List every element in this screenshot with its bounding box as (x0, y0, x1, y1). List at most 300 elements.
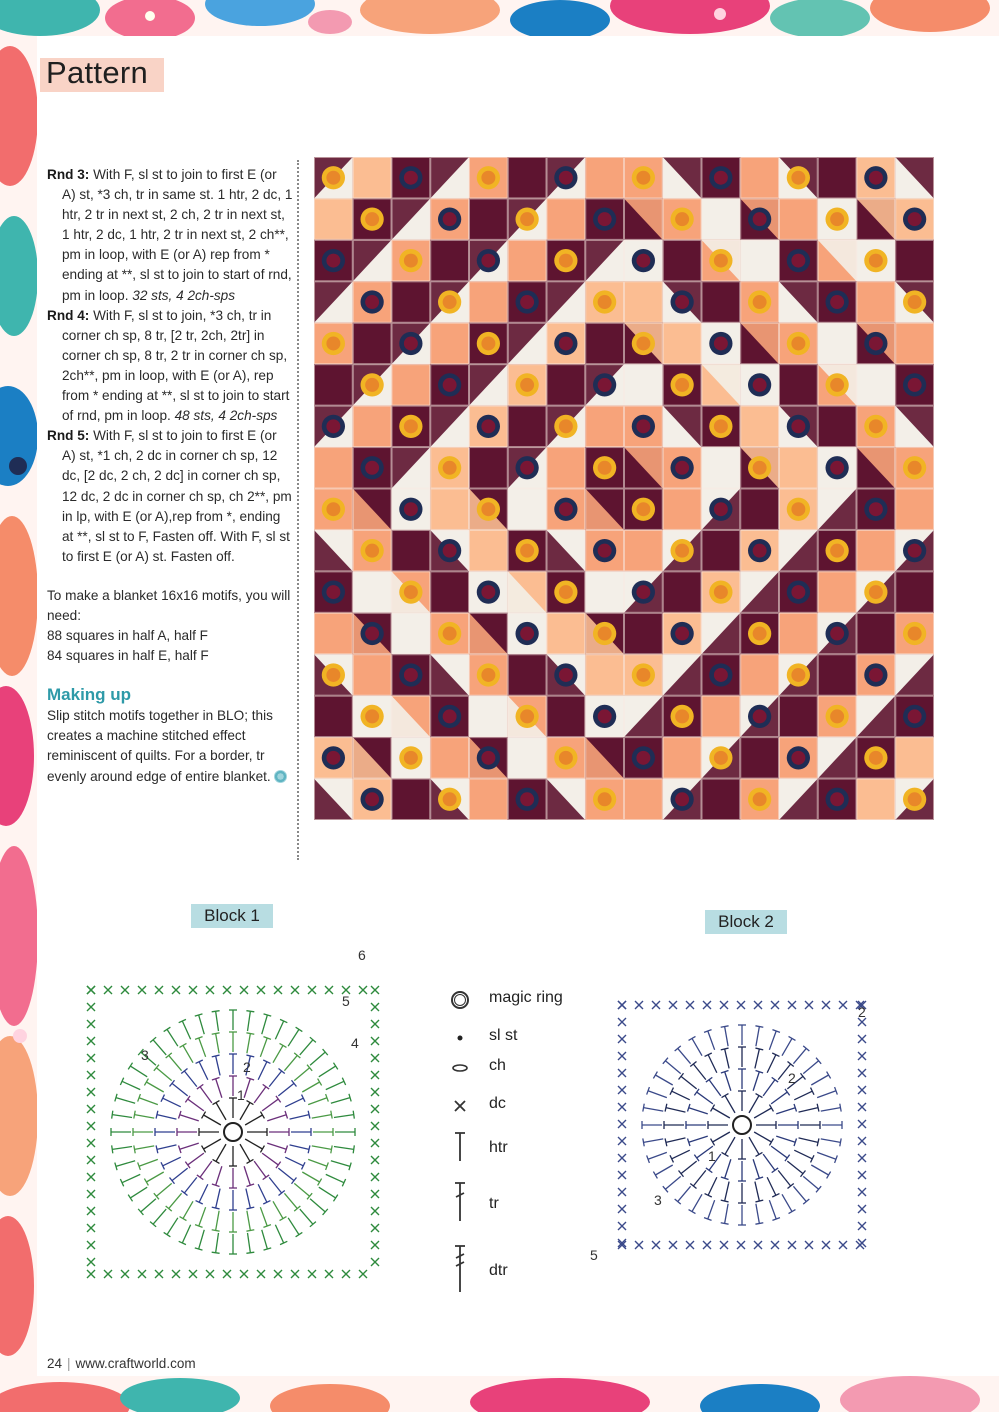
blanket-motif (740, 406, 779, 447)
stitch-symbol (267, 1111, 287, 1121)
stitch-symbol (694, 1089, 713, 1104)
stitch-symbol (246, 1233, 254, 1253)
blanket-motif (430, 779, 469, 820)
blanket-motif (392, 323, 431, 364)
round-number: 2 (788, 1070, 796, 1086)
stitch-symbol (258, 1184, 270, 1204)
blanket-motif (895, 530, 934, 571)
dc-symbol (669, 1241, 677, 1249)
blanket-motif (585, 240, 624, 281)
blanket-motif (430, 737, 469, 778)
stitch-symbol (170, 1168, 188, 1184)
blanket-motif (314, 696, 353, 737)
dc-symbol (618, 1188, 626, 1196)
dc-symbol (87, 1054, 95, 1062)
stitch-symbol (195, 1037, 206, 1057)
blanket-motif (624, 489, 663, 530)
blanket-motif (740, 571, 779, 612)
blanket-motif (508, 696, 547, 737)
dc-symbol (858, 1222, 866, 1230)
blanket-motif (857, 779, 896, 820)
blanket-motif (779, 571, 818, 612)
stitch-symbol (179, 1019, 191, 1039)
round-number: 4 (351, 1035, 359, 1051)
dc-symbol (618, 1205, 626, 1213)
blanket-motif (353, 281, 392, 322)
blanket-motif (895, 364, 934, 405)
stitch-symbol (776, 1136, 796, 1146)
blanket-motif (585, 157, 624, 198)
blanket-motif (547, 198, 586, 239)
blanket-motif (508, 613, 547, 654)
blanket-motif (508, 281, 547, 322)
blanket-motif (430, 323, 469, 364)
blanket-motif (702, 157, 741, 198)
stitch-symbol (284, 1193, 300, 1211)
blanket-motif (702, 447, 741, 488)
blanket-motif (392, 737, 431, 778)
stitch-symbol (212, 1211, 220, 1231)
dc-symbol (138, 1270, 146, 1278)
stitch-symbol (170, 1080, 188, 1096)
blanket-motif (469, 613, 508, 654)
blanket-motif (702, 281, 741, 322)
stitch-symbol (134, 1111, 154, 1119)
stitch-symbol (817, 1152, 837, 1163)
blanket-motif (663, 737, 702, 778)
blanket-motif (857, 737, 896, 778)
stitch-symbol (803, 1176, 821, 1192)
blanket-motif (624, 364, 663, 405)
sl-st-icon (448, 1023, 474, 1053)
stitch-symbol (181, 1069, 197, 1087)
dc-symbol (371, 1003, 379, 1011)
stitch-symbol (212, 1055, 220, 1075)
stitch-symbol (749, 1094, 762, 1113)
blanket-motif (857, 281, 896, 322)
blanket-motif (779, 613, 818, 654)
blanket-motif (818, 240, 857, 281)
stitch-symbol (738, 1139, 746, 1159)
blanket-motif (547, 654, 586, 695)
key-magic-ring (448, 985, 578, 1015)
blanket-motif (895, 696, 934, 737)
blanket-motif (624, 447, 663, 488)
blanket-motif (663, 364, 702, 405)
dc-symbol (87, 1156, 95, 1164)
dc-symbol (858, 1137, 866, 1145)
dc-symbol (189, 986, 197, 994)
blanket-motif (818, 779, 857, 820)
blanket-motif (663, 447, 702, 488)
stitch-symbol (642, 1121, 662, 1129)
dc-symbol (257, 986, 265, 994)
blanket-motif (353, 406, 392, 447)
stitch-symbol (229, 1146, 237, 1166)
dc-symbol (858, 1069, 866, 1077)
blanket-motif (547, 240, 586, 281)
stitch-symbol (670, 1088, 690, 1100)
stitch-symbol (202, 1112, 221, 1125)
stitch-symbol (679, 1161, 697, 1177)
stitch-symbol (688, 1136, 708, 1146)
stitch-symbol (180, 1201, 193, 1220)
blanket-motif (624, 696, 663, 737)
blanket-motif (314, 530, 353, 571)
blanket-motif (353, 323, 392, 364)
stitch-symbol (663, 1176, 681, 1192)
dc-symbol (858, 1035, 866, 1043)
blanket-motif (663, 281, 702, 322)
blanket-motif (702, 240, 741, 281)
blanket-motif (663, 654, 702, 695)
stitch-symbol (288, 1218, 302, 1237)
round-label: Rnd 4: (47, 307, 90, 323)
stitch-symbol (290, 1145, 310, 1153)
blanket-motif (740, 240, 779, 281)
stitch-symbol (179, 1111, 199, 1121)
blanket-motif (857, 489, 896, 530)
dc-symbol (87, 1105, 95, 1113)
dc-symbol (342, 1270, 350, 1278)
blanket-motif (857, 447, 896, 488)
ch-icon (448, 1053, 474, 1083)
stitch-symbol (240, 1144, 253, 1163)
stitch-symbol (212, 1078, 222, 1098)
stitch-symbol (721, 1048, 729, 1068)
blanket-motif (663, 696, 702, 737)
blanket-motif (430, 613, 469, 654)
dc-symbol (618, 1154, 626, 1162)
stitch-symbol (213, 1144, 226, 1163)
round-label: Rnd 5: (47, 428, 90, 444)
stitch-symbol (686, 1121, 706, 1129)
stitch-symbol (229, 1212, 237, 1232)
stitch-symbol (721, 1071, 731, 1091)
stitch-symbol (643, 1104, 663, 1112)
stitch-symbol (310, 1049, 328, 1065)
dc-symbol (618, 1069, 626, 1077)
dc-symbol (371, 1037, 379, 1045)
blanket-motif (392, 489, 431, 530)
stitch-symbol (229, 1054, 237, 1074)
blanket-motif (469, 157, 508, 198)
blanket-motif (469, 447, 508, 488)
blanket-motif (895, 489, 934, 530)
blanket-motif (392, 364, 431, 405)
magic-ring-icon (733, 1116, 751, 1134)
blanket-motif (818, 737, 857, 778)
dc-symbol (737, 1001, 745, 1009)
key-label: tr (489, 1195, 499, 1212)
stitch-symbol (278, 1080, 296, 1096)
stitch-symbol (269, 1069, 285, 1087)
blanket-motif (663, 613, 702, 654)
blanket-motif (508, 654, 547, 695)
stitch-symbol (180, 1043, 193, 1062)
key-label: htr (489, 1139, 508, 1156)
stitch-symbol (302, 1079, 321, 1092)
stitch-symbol (275, 1225, 287, 1245)
blanket-motif (547, 489, 586, 530)
stitch-symbol (156, 1145, 176, 1153)
dc-symbol (720, 1001, 728, 1009)
block-2-label: Block 2 (705, 910, 787, 934)
blanket-motif (740, 654, 779, 695)
blanket-motif (392, 281, 431, 322)
blanket-motif (702, 323, 741, 364)
blanket-motif (314, 654, 353, 695)
stitch-symbol (643, 1138, 663, 1146)
key-label: sl st (489, 1027, 518, 1044)
blanket-motif (392, 530, 431, 571)
dc-symbol (618, 1035, 626, 1043)
blanket-motif (624, 323, 663, 364)
blanket-motif (818, 447, 857, 488)
dc-symbol (635, 1001, 643, 1009)
blanket-motif (547, 447, 586, 488)
dc-symbol (652, 1001, 660, 1009)
blanket-motif (353, 613, 392, 654)
stitch-symbol (334, 1145, 354, 1153)
dc-symbol (858, 1086, 866, 1094)
stitch-symbol (721, 1182, 729, 1202)
round-number: 6 (358, 947, 366, 963)
dc-symbol (371, 1088, 379, 1096)
page-footer: 24 | www.craftworld.com (47, 1356, 196, 1371)
stitch-symbol (212, 1189, 220, 1209)
stitch-symbol (755, 1048, 763, 1068)
stitch-symbol (326, 1174, 346, 1186)
dc-symbol (858, 1205, 866, 1213)
stitch-symbol (763, 1077, 778, 1096)
stitch-symbol (664, 1121, 684, 1129)
dc-symbol (87, 1020, 95, 1028)
stitch-symbol (675, 1046, 691, 1064)
dc-symbol (686, 1241, 694, 1249)
floral-border-top (0, 0, 999, 36)
block-1-label: Block 1 (191, 904, 273, 928)
key-sl-st (448, 1023, 578, 1053)
yarn-ball-icon (274, 770, 287, 783)
stitch-symbol (240, 1101, 253, 1120)
blanket-motif (430, 571, 469, 612)
dc-symbol (371, 1258, 379, 1266)
stitch-symbol (155, 1128, 175, 1136)
blanket-motif (779, 323, 818, 364)
stitch-symbol (179, 1143, 199, 1153)
key-label: magic ring (489, 989, 563, 1006)
stitch-symbol (738, 1183, 746, 1203)
blanket-motif (740, 157, 779, 198)
stitch-symbol (273, 1201, 286, 1220)
blanket-motif (392, 157, 431, 198)
making-up-body: Slip stitch motifs together in BLO; this creates a machine stitched effect reminiscent of quilts. For a border, tr evenly around edge of entire blanket. (47, 708, 273, 784)
blanket-motif (508, 323, 547, 364)
blanket-motif (624, 240, 663, 281)
dc-symbol (703, 1241, 711, 1249)
round-label: Rnd 3: (47, 167, 90, 182)
blanket-motif (740, 530, 779, 571)
round-number: 1 (237, 1087, 245, 1103)
blanket-motif (624, 654, 663, 695)
key-dc (448, 1091, 578, 1121)
stitch-symbol (822, 1121, 842, 1129)
blanket-motif (314, 157, 353, 198)
key-label: dtr (489, 1262, 508, 1279)
dc-symbol (805, 1241, 813, 1249)
dc-symbol (325, 1270, 333, 1278)
tr-icon (448, 1191, 474, 1221)
dc-symbol (720, 1241, 728, 1249)
blanket-motif (818, 157, 857, 198)
blanket-motif (740, 198, 779, 239)
dc-symbol (359, 1270, 367, 1278)
dc-symbol (138, 986, 146, 994)
blanket-motif (353, 157, 392, 198)
blanket-motif (353, 737, 392, 778)
stitch-symbol (711, 1105, 730, 1118)
round-number: 5 (590, 1247, 598, 1263)
dc-symbol (371, 1241, 379, 1249)
blanket-motif (430, 654, 469, 695)
blanket-motif (314, 571, 353, 612)
blanket-motif (624, 571, 663, 612)
blanket-motif (818, 571, 857, 612)
blanket-motif (663, 240, 702, 281)
stitch-symbol (164, 1027, 178, 1046)
blanket-motif (314, 198, 353, 239)
dc-symbol (371, 1139, 379, 1147)
stitch-symbol (769, 1030, 780, 1050)
blanket-motif (353, 447, 392, 488)
blanket-motif (818, 613, 857, 654)
stitch-symbol (138, 1199, 156, 1215)
stitch-symbol (199, 1128, 219, 1136)
blanket-motif (779, 157, 818, 198)
dc-symbol (371, 1190, 379, 1198)
stitch-symbol (793, 1186, 809, 1204)
blanket-motif (392, 613, 431, 654)
stitch-symbol (269, 1128, 289, 1136)
stitch-symbol (722, 1137, 735, 1156)
stitch-symbol (310, 1199, 328, 1215)
dc-symbol (858, 1188, 866, 1196)
stitch-symbol (177, 1128, 197, 1136)
instructions-column (47, 165, 293, 787)
round-number: 1 (708, 1148, 716, 1164)
stitch-symbol (115, 1161, 135, 1170)
blanket-motif (663, 489, 702, 530)
blanket-motif (779, 779, 818, 820)
stitch-symbol (690, 1170, 706, 1188)
blanket-motif (702, 489, 741, 530)
stitch-symbol (811, 1072, 830, 1085)
floral-border-bottom (0, 1376, 999, 1412)
blanket-motif (585, 323, 624, 364)
htr-icon (448, 1135, 474, 1165)
dc-symbol (240, 1270, 248, 1278)
dc-symbol (669, 1001, 677, 1009)
blanket-motif (469, 281, 508, 322)
dc-symbol (822, 1001, 830, 1009)
dc-symbol (652, 1241, 660, 1249)
blanket-motif (779, 489, 818, 530)
blanket-motif (314, 364, 353, 405)
dc-symbol (703, 1001, 711, 1009)
dc-symbol (121, 1270, 129, 1278)
stitch-symbol (670, 1150, 690, 1162)
blanket-motif (508, 240, 547, 281)
stitch-symbol (771, 1089, 790, 1104)
dc-symbol (308, 1270, 316, 1278)
stitch-symbol (133, 1128, 153, 1136)
dc-symbol (87, 1241, 95, 1249)
stitch-symbol (688, 1104, 708, 1114)
blanket-motif (818, 406, 857, 447)
stitch-symbol (647, 1087, 667, 1098)
key-htr (448, 1135, 578, 1165)
round-number: 2 (243, 1059, 251, 1075)
stitch-symbol (195, 1230, 204, 1250)
dc-symbol (618, 1171, 626, 1179)
stitch-symbol (244, 1166, 254, 1186)
blanket-motif (392, 779, 431, 820)
stitch-symbol (799, 1104, 819, 1112)
blanket-motif (392, 198, 431, 239)
dc-symbol (223, 1270, 231, 1278)
stitch-symbol (312, 1145, 332, 1153)
stitch-symbol (335, 1128, 355, 1136)
dc-symbol (87, 1224, 95, 1232)
stitch-symbol (821, 1138, 841, 1146)
dc-symbol (754, 1241, 762, 1249)
making-up-text (47, 706, 293, 786)
stitch-symbol (288, 1027, 302, 1046)
blanket-motif (314, 613, 353, 654)
blanket-motif (702, 696, 741, 737)
blanket-motif (314, 779, 353, 820)
blanket-motif (895, 406, 934, 447)
stitch-symbol (195, 1014, 204, 1034)
blanket-motif (353, 779, 392, 820)
stitch-symbol (212, 1011, 220, 1031)
key-label: dc (489, 1095, 506, 1112)
round-count: 48 sts, 4 2ch-sps (174, 408, 278, 424)
blanket-motif (430, 530, 469, 571)
blanket-motif (430, 364, 469, 405)
dc-symbol (87, 1003, 95, 1011)
stitch-symbol (689, 1036, 702, 1055)
stitch-symbol (246, 1033, 254, 1053)
blanket-motif (585, 489, 624, 530)
stitch-symbol (711, 1132, 730, 1145)
blanket-motif (585, 696, 624, 737)
blanket-motif (857, 240, 896, 281)
dc-symbol (618, 1103, 626, 1111)
blanket-line-2: 84 squares in half E, half F (47, 648, 209, 664)
blanket-motif (895, 737, 934, 778)
stitch-symbol (273, 1043, 286, 1062)
stitch-symbol (738, 1091, 746, 1111)
dc-symbol (371, 1071, 379, 1079)
blanket-motif (779, 696, 818, 737)
stitch-symbol (778, 1170, 794, 1188)
stitch-symbol (290, 1111, 310, 1119)
stitch-symbol (722, 1094, 735, 1113)
blanket-motif (585, 654, 624, 695)
blanket-motif (857, 157, 896, 198)
